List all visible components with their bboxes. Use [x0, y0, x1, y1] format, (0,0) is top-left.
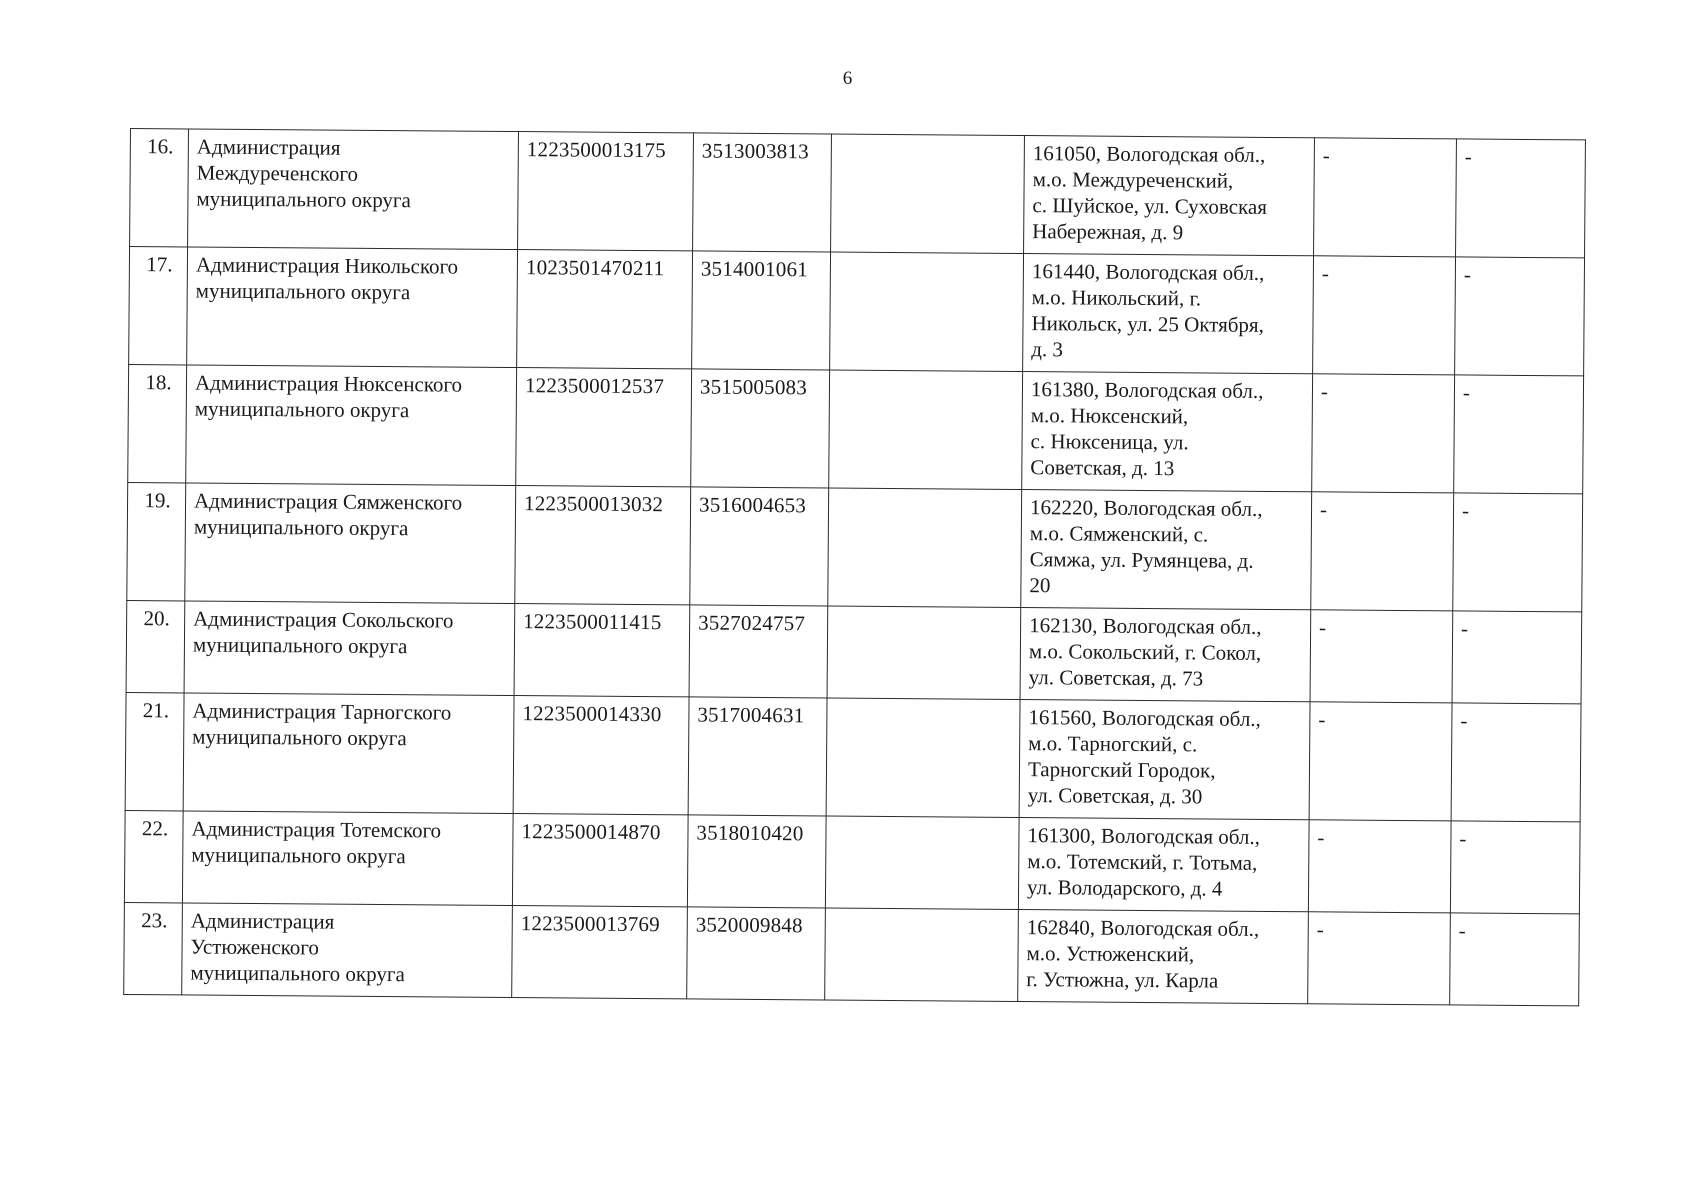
- table-row: [125, 692, 1581, 821]
- dash-cell: -: [1456, 139, 1586, 258]
- dash-cell: -: [1453, 493, 1583, 612]
- dash-cell: -: [1452, 611, 1582, 704]
- organization-name: Администрация Нюксенского муниципального округа: [186, 365, 517, 486]
- ogrn-value: 1223500011415: [514, 604, 690, 697]
- ogrn-value: 1223500013769: [512, 906, 688, 999]
- ogrn-value: 1223500014330: [513, 696, 689, 815]
- organization-name: Администрация Сокольского муниципального округа: [184, 601, 515, 696]
- table-row: [124, 902, 1580, 1005]
- inn-value: 3514001061: [692, 251, 831, 370]
- dash-cell: -: [1455, 257, 1585, 376]
- ogrn-value: 1223500014870: [512, 814, 688, 907]
- address-value: 162130, Вологодская обл., м.о. Сокольский, г. Сокол, ул. Советская, д. 73: [1020, 608, 1311, 702]
- dash-cell: -: [1311, 492, 1454, 611]
- table-row: [130, 129, 1586, 258]
- dash-cell: -: [1451, 703, 1581, 822]
- empty-cell: [827, 606, 1021, 700]
- inn-value: 3527024757: [689, 605, 828, 698]
- dash-cell: -: [1454, 375, 1584, 494]
- dash-cell: -: [1450, 913, 1580, 1006]
- page-number: 6: [842, 68, 853, 89]
- organization-name: Администрация Устюженского муниципального округа: [182, 903, 513, 998]
- organization-name: Администрация Тотемского муниципального округа: [182, 811, 513, 906]
- dash-cell: -: [1308, 820, 1451, 913]
- dash-cell: -: [1312, 374, 1455, 493]
- row-number: 16.: [130, 129, 189, 247]
- empty-cell: [825, 816, 1019, 910]
- table-row: [129, 247, 1585, 376]
- table-row: [124, 810, 1580, 913]
- dash-cell: -: [1313, 256, 1456, 375]
- row-number: 19.: [127, 482, 186, 600]
- dash-cell: -: [1314, 138, 1457, 257]
- empty-cell: [828, 488, 1022, 608]
- ogrn-value: 1223500013175: [518, 132, 694, 251]
- table-row: [127, 482, 1583, 611]
- dash-cell: -: [1450, 821, 1580, 914]
- organization-name: Администрация Междуреченского муниципального округа: [188, 129, 519, 250]
- inn-value: 3513003813: [693, 133, 832, 252]
- address-value: 161560, Вологодская обл., м.о. Тарногский, с. Тарногский Городок, ул. Советская, д. 30: [1019, 700, 1310, 820]
- registry-table: [123, 128, 1586, 1006]
- organization-name: Администрация Тарногского муниципального округа: [183, 693, 514, 814]
- dash-cell: -: [1309, 702, 1452, 821]
- dash-cell: -: [1308, 912, 1451, 1005]
- empty-cell: [829, 370, 1023, 490]
- address-value: 161050, Вологодская обл., м.о. Междуреченский, с. Шуйское, ул. Суховская Набережная, д. 9: [1024, 136, 1315, 256]
- empty-cell: [826, 698, 1020, 818]
- inn-value: 3515005083: [691, 369, 830, 488]
- inn-value: 3517004631: [688, 697, 827, 816]
- table-body: [124, 129, 1586, 1006]
- row-number: 20.: [126, 600, 185, 692]
- inn-value: 3516004653: [690, 487, 829, 606]
- address-value: 161440, Вологодская обл., м.о. Никольский, г. Никольск, ул. 25 Октября, д. 3: [1023, 254, 1314, 374]
- ogrn-value: 1223500013032: [515, 486, 691, 605]
- table-row: [128, 364, 1584, 493]
- address-value: 162220, Вологодская обл., м.о. Сямженский, с. Сямжа, ул. Румянцева, д. 20: [1021, 490, 1312, 610]
- row-number: 23.: [124, 902, 183, 994]
- inn-value: 3520009848: [687, 907, 826, 1000]
- inn-value: 3518010420: [687, 815, 826, 908]
- empty-cell: [831, 134, 1025, 254]
- empty-cell: [825, 908, 1019, 1002]
- ogrn-value: 1023501470211: [517, 250, 693, 369]
- row-number: 17.: [129, 247, 188, 365]
- organization-name: Администрация Сямженского муниципального округа: [185, 483, 516, 604]
- address-value: 162840, Вологодская обл., м.о. Устюженский, г. Устюжна, ул. Карла: [1018, 910, 1309, 1004]
- organization-name: Администрация Никольского муниципального округа: [187, 247, 518, 368]
- table-row: [126, 600, 1582, 703]
- row-number: 18.: [128, 364, 187, 482]
- ogrn-value: 1223500012537: [516, 368, 692, 487]
- address-value: 161300, Вологодская обл., м.о. Тотемский, г. Тотьма, ул. Володарского, д. 4: [1018, 818, 1309, 912]
- row-number: 21.: [125, 692, 184, 810]
- address-value: 161380, Вологодская обл., м.о. Нюксенский, с. Нюксеница, ул. Советская, д. 13: [1022, 372, 1313, 492]
- empty-cell: [830, 252, 1024, 372]
- row-number: 22.: [124, 810, 183, 902]
- dash-cell: -: [1310, 610, 1453, 703]
